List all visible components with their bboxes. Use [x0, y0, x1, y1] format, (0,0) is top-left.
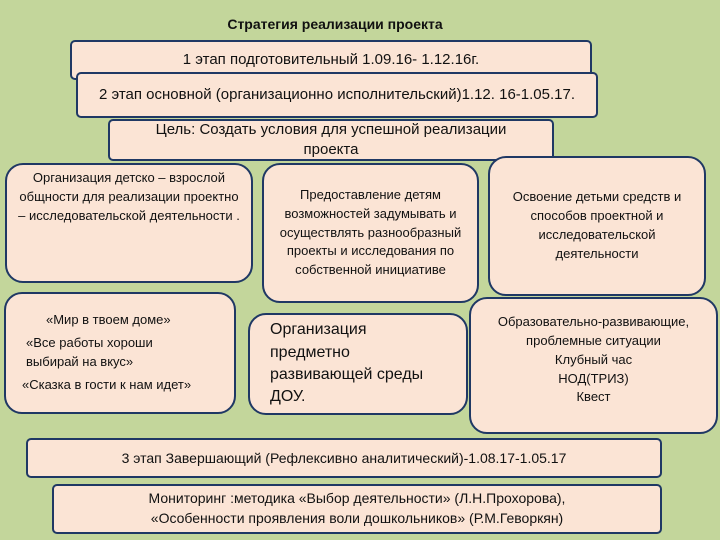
- goal-text: Цель: Создать условия для успешной реализации проекта: [155, 120, 507, 158]
- box-mastery: [488, 156, 706, 296]
- project-3: «Сказка в гости к нам идет»: [22, 376, 192, 392]
- monitoring-line-2: «Особенности проявления воли дошкольников» (Р.М.Геворкян): [150, 510, 564, 526]
- monitoring-box: [52, 484, 662, 534]
- box-projects: [4, 292, 236, 414]
- goal-box: [108, 119, 554, 161]
- form-4: Квест: [576, 389, 611, 405]
- form-2: Клубный час: [554, 351, 633, 367]
- box-environment-text: Организация предметно развивающей среды ДОУ.: [270, 321, 424, 406]
- stage1-text: 1 этап подготовительный 1.09.16- 1.12.16г.: [182, 50, 480, 68]
- stage3-text: 3 этап Завершающий (Рефлексивно аналитический)-1.08.17-1.05.17: [121, 449, 567, 466]
- box-environment: [248, 313, 468, 415]
- page-title: Стратегия реализации проекта: [227, 16, 443, 32]
- box-community-text: Организация детско – взрослой общности для реализации проектно – исследовательской деятельности .: [18, 170, 240, 223]
- box-community: [5, 163, 253, 283]
- form-3: НОД(ТРИЗ): [558, 370, 629, 386]
- monitoring-line-1: Мониторинг :методика «Выбор деятельности» (Л.Н.Прохорова),: [148, 490, 566, 507]
- stage2-text: 2 этап основной (организационно исполнительский)1.12. 16-1.05.17.: [99, 85, 575, 103]
- box-opportunities: [262, 163, 479, 303]
- stage3-box: [26, 438, 662, 478]
- stage2-box: [76, 72, 598, 118]
- box-opportunities-text: Предоставление детям возможностей задумывать и осуществлять разнообразный проекты и исследования по собственной инициативе: [279, 186, 462, 278]
- project-1: «Мир в твоем доме»: [46, 312, 171, 328]
- form-1: Образовательно-развивающие, проблемные ситуации: [497, 314, 690, 348]
- project-2: «Все работы хороши выбирай на вкус»: [26, 335, 153, 369]
- box-forms: [469, 297, 718, 434]
- box-mastery-text: Освоение детьми средств и способов проектной и исследовательской деятельности: [512, 189, 682, 261]
